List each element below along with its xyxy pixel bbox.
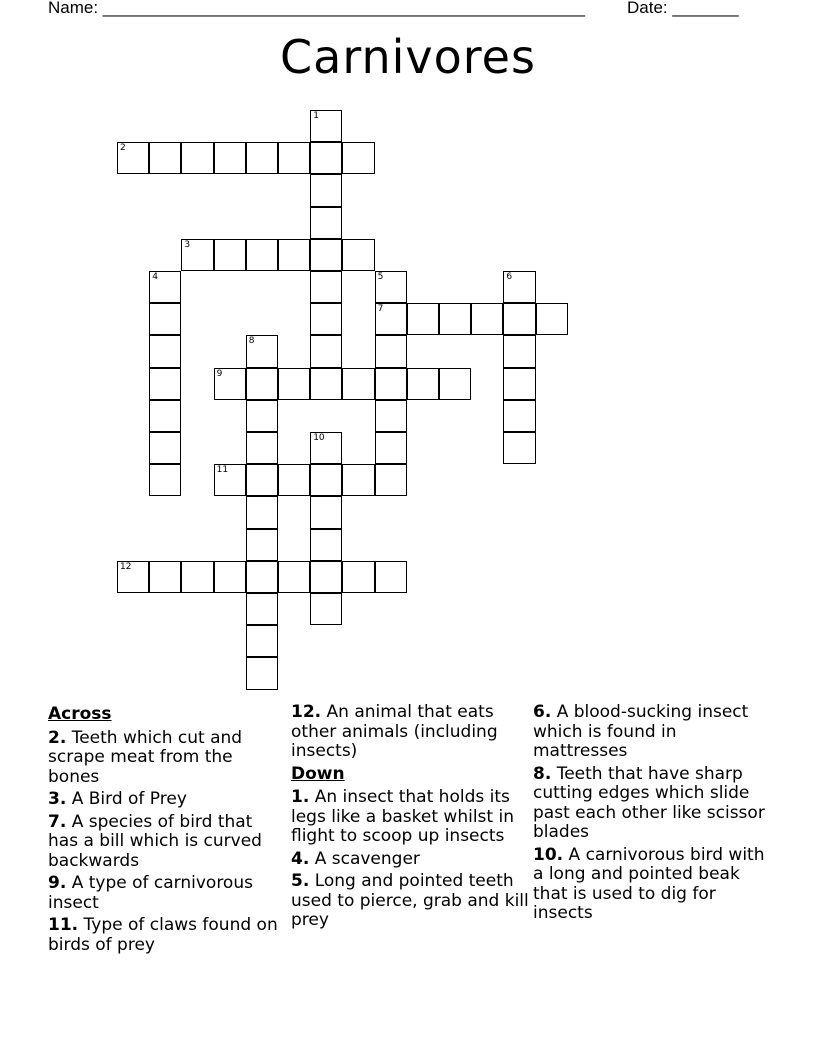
crossword-cell[interactable] <box>310 593 342 625</box>
clue-down-6 <box>533 703 771 762</box>
crossword-cell[interactable] <box>149 303 181 335</box>
crossword-cell[interactable] <box>149 271 181 303</box>
crossword-cell[interactable] <box>407 303 439 335</box>
cell-number: 5 <box>377 272 384 282</box>
crossword-cell[interactable] <box>246 561 278 593</box>
crossword-cell[interactable] <box>246 593 278 625</box>
crossword-cell[interactable] <box>503 335 535 367</box>
crossword-cell[interactable] <box>310 432 342 464</box>
crossword-cell[interactable] <box>503 400 535 432</box>
crossword-cell[interactable] <box>503 271 535 303</box>
crossword-cell[interactable] <box>246 142 278 174</box>
cell-number: 3 <box>184 239 191 250</box>
crossword-cell[interactable] <box>310 239 342 271</box>
cell-number: 9 <box>216 368 223 379</box>
crossword-cell[interactable] <box>214 239 246 271</box>
crossword-cell[interactable] <box>181 142 213 174</box>
clue-number: 3. <box>48 789 67 809</box>
crossword-cell[interactable] <box>117 561 149 593</box>
cell-number: 8 <box>248 336 255 347</box>
crossword-cell[interactable] <box>246 368 278 400</box>
cell-number: 4 <box>152 272 158 282</box>
clue-text: Long and pointed teeth used to pierce, grab and kill prey <box>291 871 529 930</box>
crossword-cell[interactable] <box>278 239 310 271</box>
cell-number: 1 <box>313 111 319 121</box>
crossword-cell[interactable] <box>246 496 278 528</box>
clue-number: 12. <box>291 702 322 722</box>
crossword-cell[interactable] <box>149 432 181 464</box>
crossword-cell[interactable] <box>310 174 342 206</box>
crossword-cell[interactable] <box>246 400 278 432</box>
clue-text: A blood-sucking insect which is found in mattresses <box>533 702 749 761</box>
crossword-cell[interactable] <box>310 561 342 593</box>
clue-text: Teeth which cut and scrape meat from the bones <box>48 727 243 787</box>
crossword-cell[interactable] <box>117 142 149 174</box>
clue-number: 2. <box>48 727 67 748</box>
crossword-cell[interactable] <box>310 271 342 303</box>
crossword-cell[interactable] <box>214 561 246 593</box>
clue-down-1 <box>291 788 529 847</box>
clue-number: 11. <box>48 915 79 935</box>
crossword-cell[interactable] <box>503 303 535 335</box>
crossword-cell[interactable] <box>246 529 278 561</box>
crossword-cell[interactable] <box>278 561 310 593</box>
clue-across-3 <box>48 790 286 810</box>
crossword-cell[interactable] <box>342 464 374 496</box>
crossword-cell[interactable] <box>310 529 342 561</box>
clue-text: An insect that holds its legs like a basket whilst in flight to scoop up insects <box>291 787 514 846</box>
crossword-cell[interactable] <box>246 625 278 657</box>
crossword-cell[interactable] <box>149 368 181 400</box>
crossword-cell[interactable] <box>310 368 342 400</box>
crossword-cell[interactable] <box>181 239 213 271</box>
cell-number: 7 <box>377 304 384 315</box>
crossword-cell[interactable] <box>149 335 181 367</box>
crossword-cell[interactable] <box>310 207 342 239</box>
crossword-cell[interactable] <box>246 432 278 464</box>
crossword-cell[interactable] <box>278 142 310 174</box>
clue-number: 5. <box>291 871 310 891</box>
clue-down-8 <box>533 765 771 843</box>
crossword-cell[interactable] <box>246 464 278 496</box>
crossword-cell[interactable] <box>407 368 439 400</box>
crossword-cell[interactable] <box>375 303 407 335</box>
date-field-label: Date: _______ <box>627 0 739 17</box>
crossword-cell[interactable] <box>375 561 407 593</box>
clue-text: Type of claws found on birds of prey <box>48 915 278 955</box>
clue-down-5 <box>291 872 529 931</box>
crossword-cell[interactable] <box>439 303 471 335</box>
across-heading: Across <box>48 704 112 724</box>
crossword-cell[interactable] <box>342 142 374 174</box>
crossword-cell[interactable] <box>503 432 535 464</box>
clue-down-10 <box>533 846 771 924</box>
crossword-cell[interactable] <box>471 303 503 335</box>
crossword-cell[interactable] <box>375 400 407 432</box>
crossword-cell[interactable] <box>149 464 181 496</box>
cell-number: 10 <box>313 433 325 443</box>
name-field-label: Name: ___________________________________________________ <box>48 0 585 17</box>
crossword-cell[interactable] <box>375 432 407 464</box>
clues-column-1 <box>48 703 286 958</box>
clues-column-3 <box>533 703 771 927</box>
crossword-cell[interactable] <box>342 368 374 400</box>
crossword-cell[interactable] <box>310 303 342 335</box>
crossword-cell[interactable] <box>536 303 568 335</box>
clue-text: A carnivorous bird with a long and pointed beak that is used to dig for insects <box>533 844 765 923</box>
crossword-cell[interactable] <box>246 657 278 689</box>
clue-text: A Bird of Prey <box>71 789 187 809</box>
crossword-cell[interactable] <box>375 271 407 303</box>
crossword-cell[interactable] <box>310 110 342 142</box>
down-heading: Down <box>291 763 345 784</box>
crossword-cell[interactable] <box>310 142 342 174</box>
clue-number: 10. <box>533 844 564 865</box>
crossword-cell[interactable] <box>214 142 246 174</box>
clues-column-2 <box>291 703 529 934</box>
crossword-cell[interactable] <box>310 496 342 528</box>
clue-across-12 <box>291 703 529 762</box>
crossword-cell[interactable] <box>310 464 342 496</box>
clue-across-7 <box>48 813 286 872</box>
crossword-cell[interactable] <box>439 368 471 400</box>
crossword-cell[interactable] <box>342 239 374 271</box>
crossword-cell[interactable] <box>246 335 278 367</box>
crossword-cell[interactable] <box>278 368 310 400</box>
clue-number: 6. <box>533 702 552 722</box>
clue-number: 1. <box>291 787 310 807</box>
clue-number: 9. <box>48 873 67 893</box>
crossword-cell[interactable] <box>149 561 181 593</box>
crossword-cell[interactable] <box>214 368 246 400</box>
crossword-cell[interactable] <box>503 368 535 400</box>
clue-text: An animal that eats other animals (including insects) <box>291 702 498 761</box>
crossword-cell[interactable] <box>246 239 278 271</box>
crossword-cell[interactable] <box>149 400 181 432</box>
clue-across-2 <box>48 729 286 788</box>
crossword-cell[interactable] <box>310 335 342 367</box>
cell-number: 6 <box>506 272 513 282</box>
crossword-cell[interactable] <box>375 464 407 496</box>
cell-number: 2 <box>120 143 126 154</box>
crossword-cell[interactable] <box>375 335 407 367</box>
clue-number: 4. <box>291 848 310 869</box>
crossword-cell[interactable] <box>214 464 246 496</box>
clue-text: Teeth that have sharp cutting edges which slide past each other like scissor blades <box>533 763 765 842</box>
clue-down-4 <box>291 850 529 870</box>
crossword-cell[interactable] <box>278 464 310 496</box>
clue-text: A scavenger <box>314 848 420 869</box>
clue-number: 7. <box>48 811 67 832</box>
crossword-cell[interactable] <box>149 142 181 174</box>
cell-number: 12 <box>120 561 132 572</box>
page-title: Carnivores <box>280 30 536 84</box>
cell-number: 11 <box>216 465 229 476</box>
clue-text: A species of bird that has a bill which is curved backwards <box>48 811 262 871</box>
clue-across-11 <box>48 916 286 955</box>
clue-text: A type of carnivorous insect <box>48 873 253 913</box>
clue-number: 8. <box>533 763 552 784</box>
clue-across-9 <box>48 874 286 913</box>
crossword-cell[interactable] <box>342 561 374 593</box>
crossword-cell[interactable] <box>181 561 213 593</box>
crossword-cell[interactable] <box>375 368 407 400</box>
